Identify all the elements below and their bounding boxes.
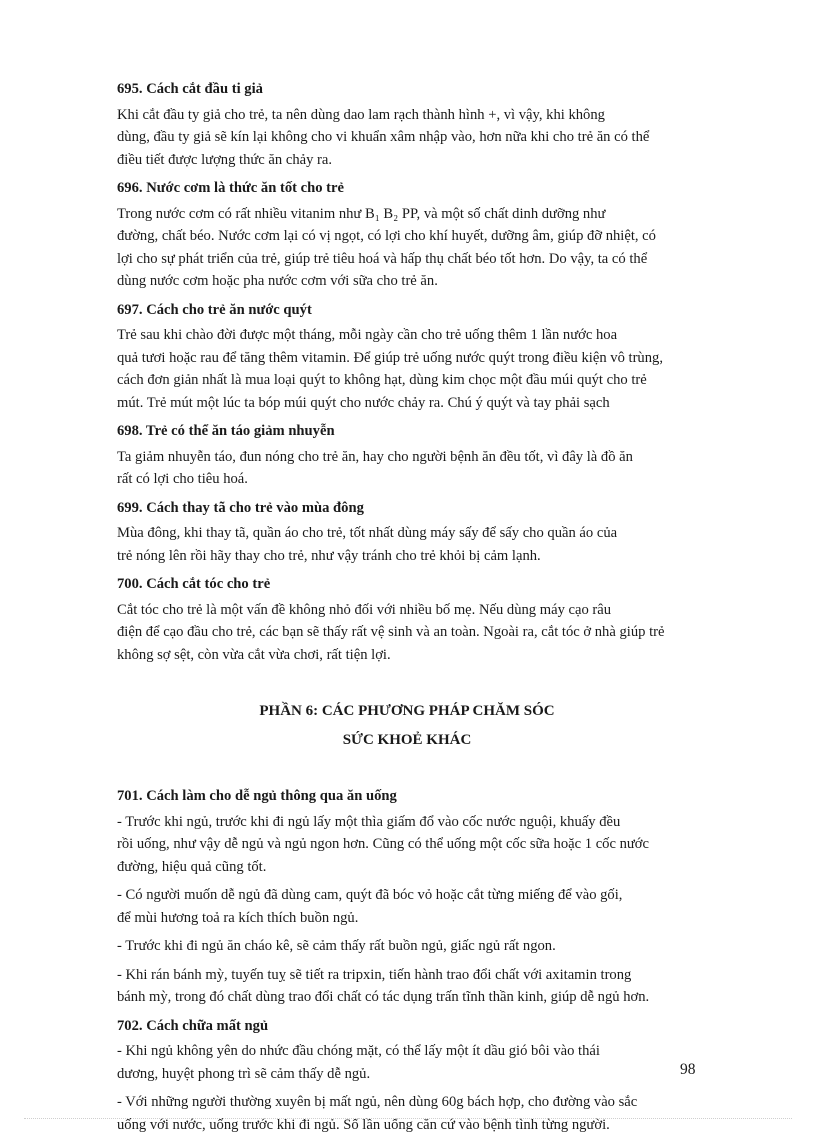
text-line: đường, hiệu quả cũng tốt.: [117, 858, 267, 875]
text-line: Trẻ sau khi chào đời được một tháng, mỗi ngày cần cho trẻ uống thêm 1 lần nước hoa: [117, 327, 618, 343]
text-line: rất có lợi cho tiêu hoá.: [117, 471, 248, 487]
section: [115, 299, 699, 415]
paragraph: [115, 446, 699, 491]
section-heading: 696. Nước cơm là thức ăn tốt cho trẻ: [117, 180, 344, 196]
section-heading: 697. Cách cho trẻ ăn nước quýt: [117, 301, 312, 318]
part-title-line-2: SỨC KHOẺ KHÁC: [342, 732, 472, 748]
section: [115, 497, 699, 568]
paragraph: [115, 935, 699, 958]
paragraph: [115, 599, 699, 667]
text-line: - Trước khi đi ngủ ăn cháo kê, sẽ cảm thấy rất buồn ngủ, giấc ngủ rất ngon.: [117, 938, 556, 954]
text-line: điều tiết được lượng thức ăn chảy ra.: [117, 151, 333, 168]
text-line: để mùi hương toả ra kích thích buồn ngủ.: [117, 909, 359, 926]
paragraph: [115, 1091, 699, 1136]
part-title: [115, 697, 699, 755]
text-line: quả tươi hoặc rau để tăng thêm vitamin. Để giúp trẻ uống nước quýt trong điều kiện vô trùng,: [117, 349, 663, 366]
text-line: không sợ sệt, còn vừa cắt vừa chơi, rất tiện lợi.: [117, 646, 391, 663]
paragraph: [115, 203, 699, 293]
text-line: Khi cắt đầu ty giả cho trẻ, ta nên dùng dao lam rạch thành hình +, vì vậy, khi không: [117, 106, 605, 123]
part-title-line-1: PHẦN 6: CÁC PHƯƠNG PHÁP CHĂM SÓC: [259, 703, 555, 719]
section-heading: 702. Cách chữa mất ngủ: [117, 1017, 269, 1034]
text-line: - Trước khi ngủ, trước khi đi ngủ lấy một thìa giấm đổ vào cốc nước nguội, khuấy đều: [117, 813, 621, 830]
text-line: - Có người muốn dễ ngủ đã dùng cam, quýt đã bóc vỏ hoặc cắt từng miếng để vào gối,: [117, 887, 623, 903]
text-line: dùng nước cơm hoặc pha nước cơm với sữa cho trẻ ăn.: [117, 273, 438, 289]
section: [115, 785, 699, 1009]
text-line: mút. Trẻ mút một lúc ta bóp múi quýt cho nước chảy ra. Chú ý quýt và tay phải sạch: [117, 394, 610, 411]
bottom-rule: [24, 1118, 792, 1119]
section-heading: 701. Cách làm cho dễ ngủ thông qua ăn uống: [117, 788, 397, 804]
section: [115, 177, 699, 293]
text-line: bánh mỳ, trong đó chất dùng trao đổi chất có tác dụng trấn tĩnh thần kinh, giúp dễ ngủ hơn.: [117, 989, 650, 1005]
text-line: lợi cho sự phát triển của trẻ, giúp trẻ tiêu hoá và hấp thụ chất béo tốt hơn. Do vậy, ta có thể: [117, 250, 648, 267]
section-heading: 695. Cách cắt đầu ti giả: [117, 81, 263, 97]
paragraph: [115, 811, 699, 879]
text-line: uống với nước, uống trước khi đi ngủ. Số lần uống căn cứ vào bệnh tình từng người.: [117, 1116, 610, 1133]
text-line: - Khi ngủ không yên do nhức đầu chóng mặt, có thể lấy một ít dầu gió bôi vào thái: [117, 1043, 600, 1059]
text-line: dùng, đầu ty giả sẽ kín lại không cho vi khuẩn xâm nhập vào, hơn nữa khi cho trẻ ăn có thể: [117, 129, 650, 145]
text-line: Cắt tóc cho trẻ là một vấn đề không nhỏ đối với nhiều bố mẹ. Nếu dùng máy cạo râu: [117, 601, 612, 618]
page-content: [115, 78, 699, 1142]
paragraph: [115, 324, 699, 414]
text-line: - Với những người thường xuyên bị mất ngủ, nên dùng 60g bách hợp, cho đường vào sắc: [117, 1094, 638, 1110]
paragraph: [115, 522, 699, 567]
text-line: trẻ nóng lên rồi hãy thay cho trẻ, như vậy tránh cho trẻ khỏi bị cảm lạnh.: [117, 547, 541, 564]
page-number: 98: [680, 1061, 696, 1078]
sections-group-b: [115, 785, 699, 1136]
text-line: cách đơn giản nhất là mua loại quýt to không hạt, dùng kim chọc một đầu múi quýt cho trẻ: [117, 372, 647, 388]
text-line: rồi uống, như vậy dễ ngủ và ngủ ngon hơn. Cũng có thể uống một cốc sữa hoặc 1 cốc nước: [117, 836, 650, 852]
section-heading: 699. Cách thay tã cho trẻ vào mùa đông: [117, 499, 364, 516]
paragraph: [115, 964, 699, 1009]
section: [115, 573, 699, 666]
text-line: - Khi rán bánh mỳ, tuyến tuỵ sẽ tiết ra tripxin, tiến hành trao đổi chất với axitamin trong: [117, 966, 632, 983]
text-line: đường, chất béo. Nước cơm lại có vị ngọt, có lợi cho khí huyết, dưỡng âm, giúp đỡ nhiệt, có: [117, 228, 656, 244]
text-line: điện để cạo đầu cho trẻ, các bạn sẽ thấy rất vệ sinh và an toàn. Ngoài ra, cắt tóc ở nhà giúp trẻ: [117, 624, 665, 640]
section: [115, 420, 699, 491]
section-heading: 698. Trẻ có thể ăn táo giảm nhuyễn: [117, 423, 335, 439]
paragraph: [115, 104, 699, 172]
section-heading: 700. Cách cắt tóc cho trẻ: [117, 576, 271, 592]
sections-group-a: [115, 78, 699, 666]
paragraph: [115, 884, 699, 929]
paragraph: [115, 1040, 699, 1085]
section: [115, 78, 699, 171]
text-line: Trong nước cơm có rất nhiều vitanim như B₁ B₂ PP, và một số chất dinh dưỡng như: [117, 205, 606, 222]
text-line: Mùa đông, khi thay tã, quần áo cho trẻ, tốt nhất dùng máy sấy để sấy cho quần áo của: [117, 525, 618, 541]
text-line: Ta giảm nhuyễn táo, đun nóng cho trẻ ăn, hay cho người bệnh ăn đều tốt, vì đây là đồ ăn: [117, 448, 633, 465]
text-line: dương, huyệt phong trì sẽ cảm thấy dễ ngủ.: [117, 1065, 371, 1082]
